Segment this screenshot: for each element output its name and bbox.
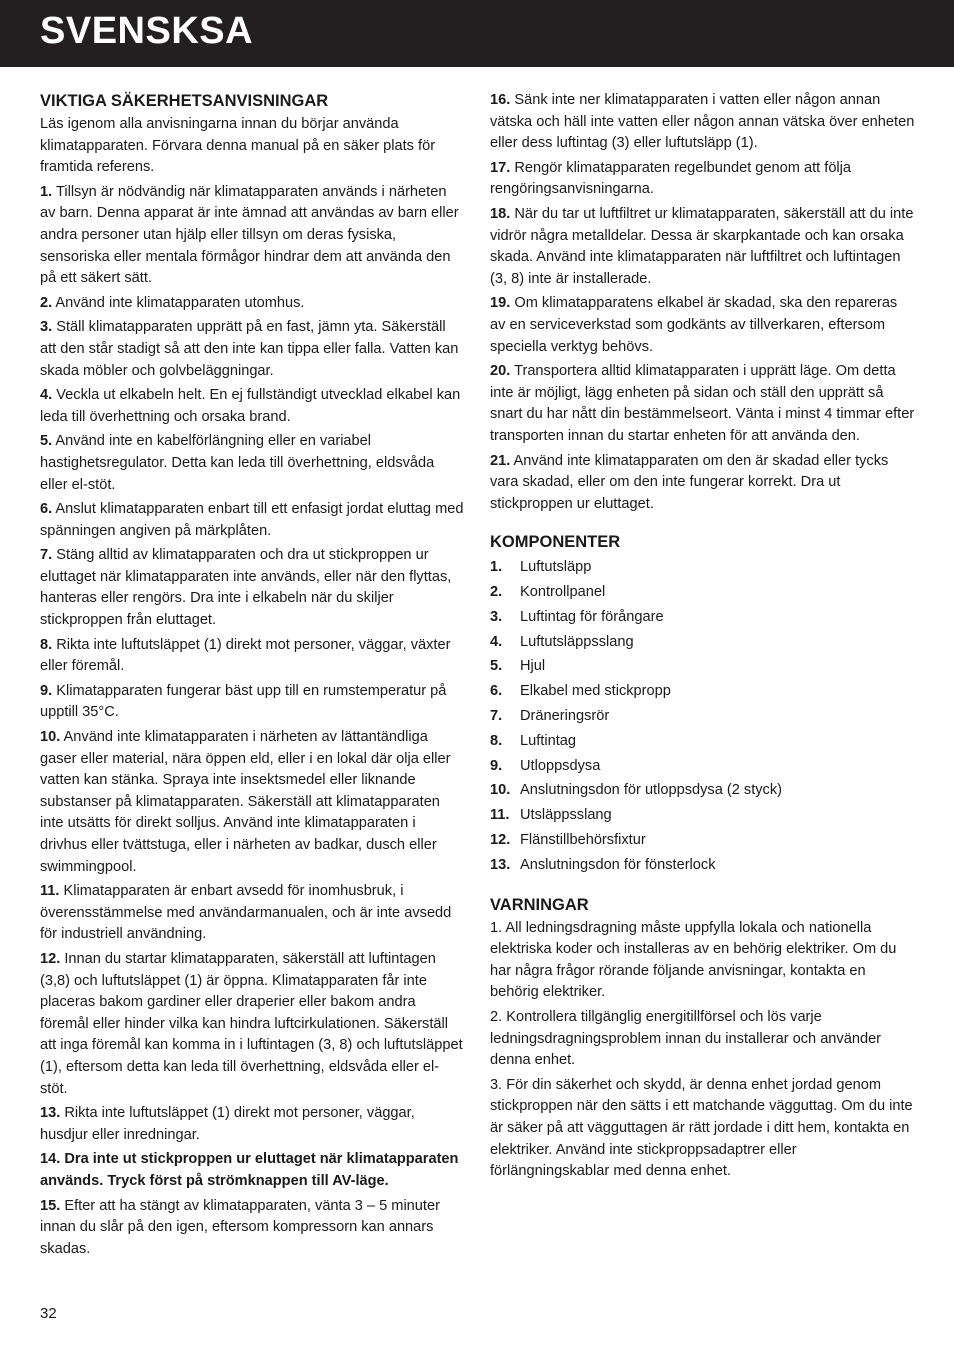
safety-item-17: 17. Rengör klimatapparaten regelbundet genom att följa rengöringsanvisningarna. — [490, 159, 852, 198]
safety-item-14: 14. Dra inte ut stickproppen ur eluttaget när klimatapparaten används. Tryck först på strömknappen till AV-läge. — [40, 1151, 459, 1189]
safety-item-4: 4. Veckla ut elkabeln helt. En ej fullständigt utvecklad elkabel kan leda till överhettning och orsaka brand. — [40, 387, 461, 425]
component-item: 10. Anslutningsdon för utloppsdysa (2 styck) — [490, 782, 783, 799]
component-item: 6. Elkabel med stickpropp — [490, 683, 671, 700]
safety-item-11: 11. Klimatapparaten är enbart avsedd för inomhusbruk, i överensstämmelse med användarmanualen, och är inte avsedd för industriell användning. — [40, 883, 452, 943]
right-column — [490, 90, 916, 1186]
safety-item-15: 15. Efter att ha stängt av klimatapparaten, vänta 3 – 5 minuter innan du slår på den igen, eftersom kompressorn kan annars skadas. — [40, 1197, 440, 1257]
safety-item-2: 2. Använd inte klimatapparaten utomhus. — [40, 294, 305, 311]
safety-item-21: 21. Använd inte klimatapparaten om den är skadad eller tycks vara skadad, eller om den inte fungerar korrekt. Dra ut stickproppen ur eluttaget. — [490, 452, 889, 512]
warning-item-3: 3. För din säkerhet och skydd, är denna enhet jordad genom stickproppen när den sätts i ett matchande vägguttag. Om du inte är säker på att vägguttagen är rätt jordade i ditt hem, kontakta en elektriker. Använd inte stickproppsadaptrer eller förlängningskablar med denna enhet. — [490, 1076, 913, 1180]
safety-item-10: 10. Använd inte klimatapparaten i närheten av lättantändliga gaser eller material, nära öppen eld, eller i en lokal där olja eller vatten kan stänka. Spraya inte insektsmedel eller liknande substanser på klimatapparaten. Säkerställ att klimatapparaten inte utsätts för direkt solljus. Använd inte klimatapparaten i drivhus eller tvättstuga, eller i närheten av badkar, dusch eller swimmingpool. — [40, 729, 451, 875]
left-column — [40, 90, 464, 1263]
safety-item-19: 19. Om klimatapparatens elkabel är skadad, ska den repareras av en serviceverkstad som godkänts av tillverkaren, eftersom speciella verktyg behövs. — [490, 295, 898, 355]
safety-item-7: 7. Stäng alltid av klimatapparaten och dra ut stickproppen ur eluttaget när klimatapparaten inte används, eller när den flyttas, hanteras eller rengörs. Dra inte i elkabeln när du skiljer stickproppen från eluttaget. — [40, 547, 452, 629]
safety-item-3: 3. Ställ klimatapparaten upprätt på en fast, jämn yta. Säkerställ att den står stadigt så att den inte kan tippa eller falla. Vatten kan skada möbler och golvbeläggningar. — [40, 319, 459, 379]
safety-item-9: 9. Klimatapparaten fungerar bäst upp till en rumstemperatur på upptill 35°C. — [40, 682, 447, 721]
warning-item-2: 2. Kontrollera tillgänglig energitillförsel och lös varje ledningsdragningsproblem innan du installerar och använder denna enhet. — [490, 1009, 882, 1069]
safety-item-13: 13. Rikta inte luftutsläppet (1) direkt mot personer, väggar, husdjur eller inredningar. — [40, 1105, 415, 1143]
safety-item-16: 16. Sänk inte ner klimatapparaten i vatten eller någon annan vätska och häll inte vatten eller någon annan vätska över enheten eller dess luftintag (3) eller luftutsläpp (1). — [490, 92, 915, 152]
component-item: 3. Luftintag för förångare — [490, 608, 664, 625]
component-item: 4. Luftutsläppsslang — [490, 633, 634, 650]
component-item: 13. Anslutningsdon för fönsterlock — [490, 856, 716, 873]
safety-item-1: 1. Tillsyn är nödvändig när klimatapparaten används i närheten av barn. Denna apparat är inte ämnad att användas av barn eller andra personer utan hjälp eller tillsyn om deras fysiska, sensoriska eller mentala förmågor hindrar dem att använda den på ett säkert sätt. — [40, 183, 459, 287]
page-number: 32 — [40, 1305, 57, 1322]
component-item: 8. Luftintag — [490, 732, 576, 749]
components-list — [490, 555, 916, 877]
safety-item-8: 8. Rikta inte luftutsläppet (1) direkt mot personer, väggar, växter eller föremål. — [40, 636, 451, 675]
safety-item-20: 20. Transportera alltid klimatapparaten i upprätt läge. Om detta inte är möjligt, lägg enheten på sidan och ställ den upprätt så snart du har nått din bestämmelseort. Vänta i minst 4 timmar efter transporten innan du startar enheten för att använda den. — [490, 363, 915, 444]
header-banner — [0, 0, 954, 67]
component-item: 1. Luftutsläpp — [490, 559, 592, 576]
safety-heading: VIKTIGA SÄKERHETSANVISNINGAR — [40, 92, 329, 110]
components-heading: KOMPONENTER — [490, 533, 621, 552]
safety-item-5: 5. Använd inte en kabelförlängning eller en variabel hastighetsregulator. Detta kan leda till överhettning, eldsvåda eller el-stöt. — [40, 433, 435, 493]
component-item: 9. Utloppsdysa — [490, 757, 601, 774]
safety-item-6: 6. Anslut klimatapparaten enbart till ett enfasigt jordat eluttag med spänningen angiven på märkplåten. — [40, 501, 464, 539]
warning-item-1: 1. All ledningsdragning måste uppfylla lokala och nationella elektriska koder och installeras av en behörig elektriker. Om du har några frågor rörande följande anvisningar, kontakta en behörig elektriker. — [490, 919, 897, 1001]
page-title: SVENSKSA — [40, 10, 254, 52]
component-item: 5. Hjul — [490, 658, 546, 675]
warnings-heading: VARNINGAR — [490, 895, 589, 914]
component-item: 11. Utsläppsslang — [490, 807, 612, 824]
safety-item-12: 12. Innan du startar klimatapparaten, säkerställ att luftintagen (3,8) och luftutsläppet (1) är öppna. Klimatapparaten får inte placeras bakom gardiner eller draperier eller bakom andra föremål eller hinder vilka kan hindra luftcirkulationen. Säkerställ att inga föremål kan komma in i luftintagen (3, 8) och luftutsläppet (1), eftersom detta kan leda till överhettning, eldsvåda eller el-stöt. — [40, 950, 463, 1097]
safety-item-18: 18. När du tar ut luftfiltret ur klimatapparaten, säkerställ att du inte vidrör några metalldelar. Dessa är skarpkantade och kan orsaka skada. Använd inte klimatapparaten när luftfiltret och luftintagen (3, 8) inte är installerade. — [490, 205, 914, 287]
safety-intro: Läs igenom alla anvisningarna innan du börjar använda klimatapparaten. Förvara denna manual på en säker plats för framtida referens. — [40, 116, 436, 176]
component-item: 2. Kontrollpanel — [490, 584, 606, 601]
component-item: 12. Flänstillbehörsfixtur — [490, 832, 646, 849]
component-item: 7. Dräneringsrör — [490, 708, 610, 725]
